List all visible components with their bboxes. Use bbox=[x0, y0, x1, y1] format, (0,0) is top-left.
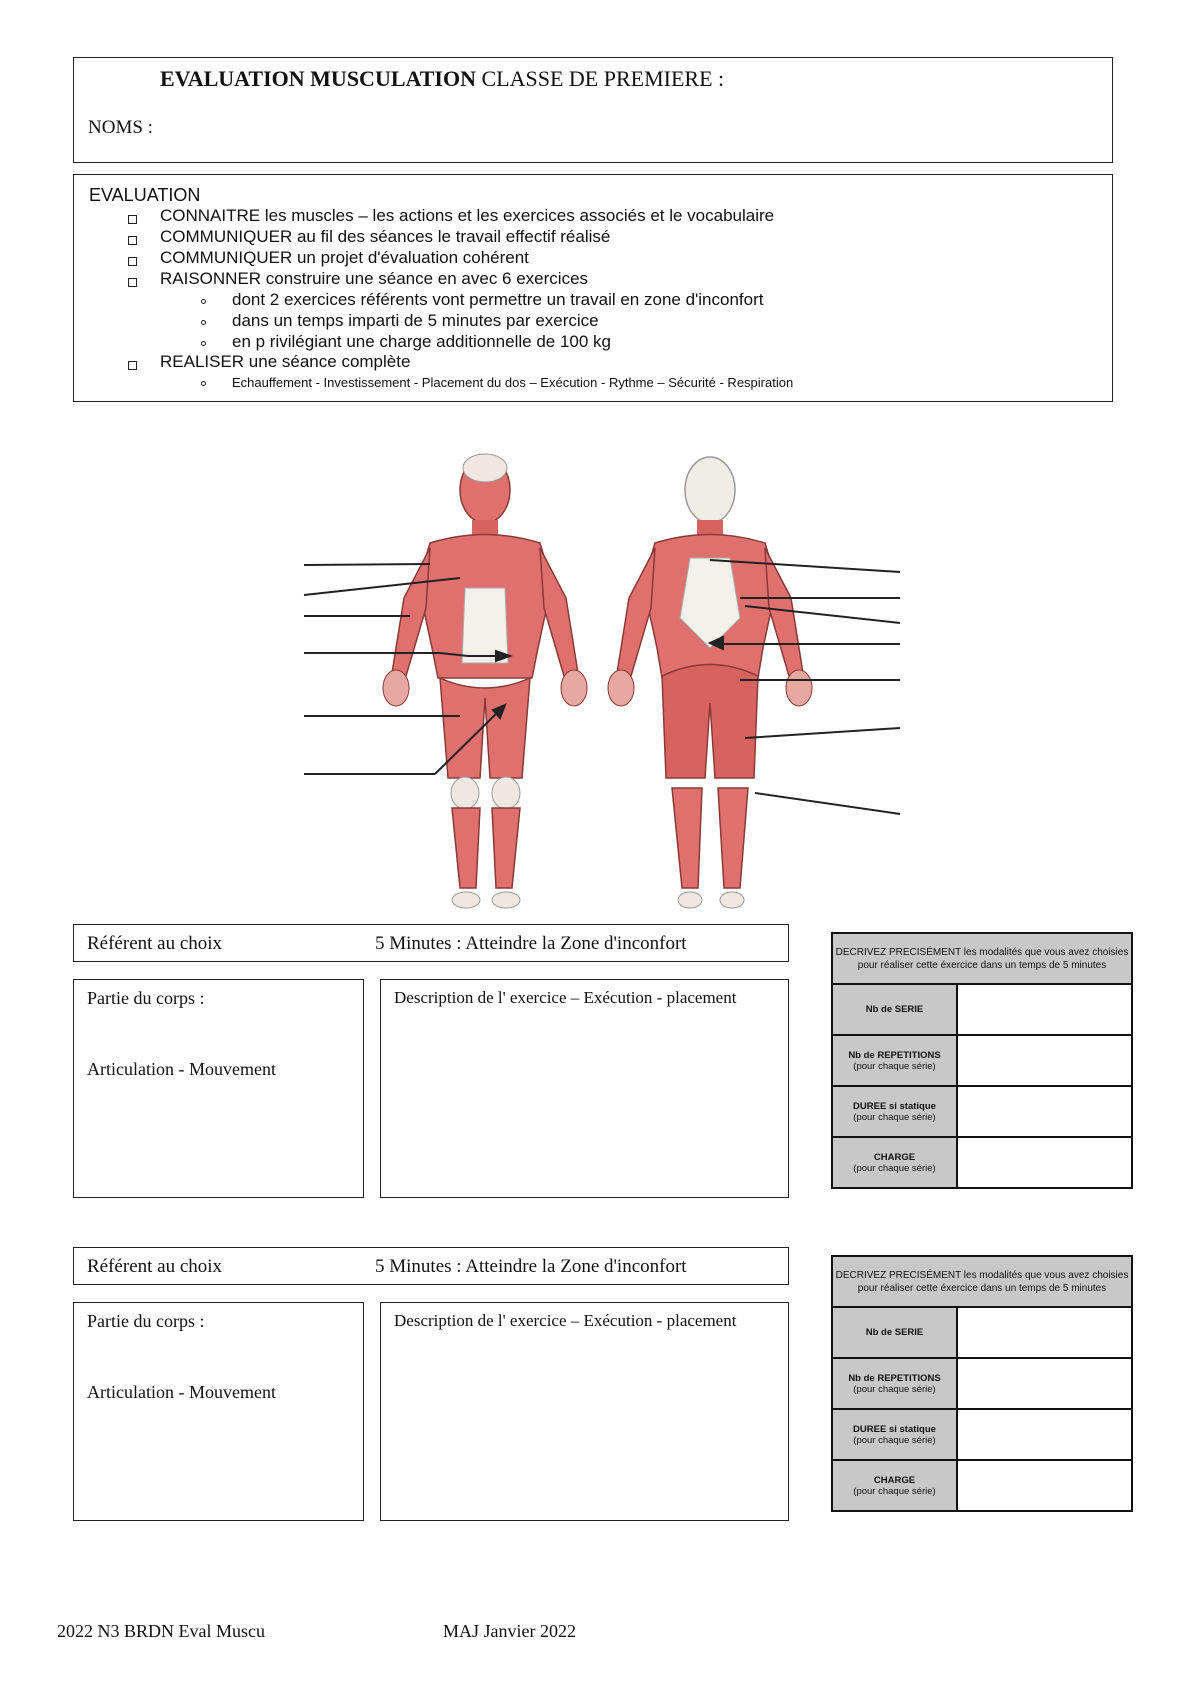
exercise-1-referent-box bbox=[73, 924, 789, 962]
checkbox-icon bbox=[128, 257, 137, 266]
evaluation-box bbox=[73, 174, 1113, 402]
footer-document-id: 2022 N3 BRDN Eval Muscu bbox=[57, 1621, 265, 1641]
row-label-duration: DUREE si statique (pour chaque série) bbox=[832, 1086, 957, 1137]
row-label-duration: DUREE si statique (pour chaque série) bbox=[832, 1409, 957, 1460]
checkbox-icon bbox=[128, 278, 137, 287]
criterion-realiser: REALISER une séance complète bbox=[160, 352, 411, 371]
referent-goal: 5 Minutes : Atteindre la Zone d'inconfort bbox=[375, 933, 687, 954]
bullet-circle-icon bbox=[201, 299, 206, 304]
referent-goal: 5 Minutes : Atteindre la Zone d'inconfort bbox=[375, 1256, 687, 1277]
articulation-label: Articulation - Mouvement bbox=[87, 1059, 276, 1079]
body-part-label: Partie du corps : bbox=[87, 988, 205, 1008]
series-input[interactable] bbox=[957, 984, 1132, 1035]
exercise-2-referent-box bbox=[73, 1247, 789, 1285]
series-input[interactable] bbox=[957, 1307, 1132, 1358]
criterion-communiquer-seances: COMMUNIQUER au fil des séances le travail effectif réalisé bbox=[160, 227, 611, 246]
repetitions-input[interactable] bbox=[957, 1358, 1132, 1409]
referent-label: Référent au choix bbox=[87, 1256, 223, 1277]
row-label-series: Nb de SERIE bbox=[832, 984, 957, 1035]
bullet-circle-icon bbox=[201, 381, 206, 386]
charge-input[interactable] bbox=[957, 1460, 1132, 1511]
duration-input[interactable] bbox=[957, 1086, 1132, 1137]
row-label-charge: CHARGE (pour chaque série) bbox=[832, 1137, 957, 1188]
page-title: EVALUATION MUSCULATION CLASSE DE PREMIERE : bbox=[160, 66, 725, 91]
referent-label: Référent au choix bbox=[87, 933, 223, 954]
articulation-label: Articulation - Mouvement bbox=[87, 1382, 276, 1402]
bullet-circle-icon bbox=[201, 320, 206, 325]
row-label-repetitions: Nb de REPETITIONS (pour chaque série) bbox=[832, 1035, 957, 1086]
criterion-raisonner: RAISONNER construire une séance en avec 6 exercices bbox=[160, 269, 589, 288]
description-label: Description de l' exercice – Exécution - placement bbox=[394, 988, 737, 1007]
charge-input[interactable] bbox=[957, 1137, 1132, 1188]
row-label-repetitions: Nb de REPETITIONS (pour chaque série) bbox=[832, 1358, 957, 1409]
modalities-header: DECRIVEZ PRECISÉMENT les modalités que vous avez choisies pour réaliser cette éxercice dans un temps de 5 minutes bbox=[832, 933, 1132, 984]
exercise-2-modalities-table bbox=[831, 1255, 1133, 1512]
header-box bbox=[73, 57, 1113, 163]
description-label: Description de l' exercice – Exécution - placement bbox=[394, 1311, 737, 1330]
realiser-sub-item: Echauffement - Investissement - Placement du dos – Exécution - Rythme – Sécurité - Respiration bbox=[232, 375, 794, 390]
exercise-1-description-field[interactable] bbox=[380, 979, 789, 1198]
row-label-series: Nb de SERIE bbox=[832, 1307, 957, 1358]
exercise-1-modalities-table bbox=[831, 932, 1133, 1189]
anatomy-back-figure bbox=[608, 457, 812, 908]
repetitions-input[interactable] bbox=[957, 1035, 1132, 1086]
noms-field[interactable]: NOMS : bbox=[88, 117, 153, 138]
exercise-1-body-part-field[interactable] bbox=[73, 979, 364, 1198]
modalities-header: DECRIVEZ PRECISÉMENT les modalités que vous avez choisies pour réaliser cette éxercice dans un temps de 5 minutes bbox=[832, 1256, 1132, 1307]
criterion-communiquer-projet: COMMUNIQUER un projet d'évaluation cohérent bbox=[160, 248, 529, 267]
checkbox-icon bbox=[128, 361, 137, 370]
bullet-circle-icon bbox=[201, 341, 206, 346]
checkbox-icon bbox=[128, 236, 137, 245]
duration-input[interactable] bbox=[957, 1409, 1132, 1460]
checkbox-icon bbox=[128, 215, 137, 224]
muscle-anatomy-illustration bbox=[300, 448, 910, 916]
footer-update-date: MAJ Janvier 2022 bbox=[443, 1621, 576, 1641]
raisonner-sub-item: en p rivilégiant une charge additionnelle de 100 kg bbox=[232, 332, 611, 351]
raisonner-sub-item: dans un temps imparti de 5 minutes par exercice bbox=[232, 311, 599, 330]
evaluation-title: EVALUATION bbox=[89, 185, 201, 205]
exercise-2-description-field[interactable] bbox=[380, 1302, 789, 1521]
anatomy-front-figure bbox=[383, 454, 587, 908]
body-part-label: Partie du corps : bbox=[87, 1311, 205, 1331]
exercise-2-body-part-field[interactable] bbox=[73, 1302, 364, 1521]
criterion-connaitre: CONNAITRE les muscles – les actions et les exercices associés et le vocabulaire bbox=[160, 206, 775, 225]
raisonner-sub-item: dont 2 exercices référents vont permettre un travail en zone d'inconfort bbox=[232, 290, 764, 309]
row-label-charge: CHARGE (pour chaque série) bbox=[832, 1460, 957, 1511]
